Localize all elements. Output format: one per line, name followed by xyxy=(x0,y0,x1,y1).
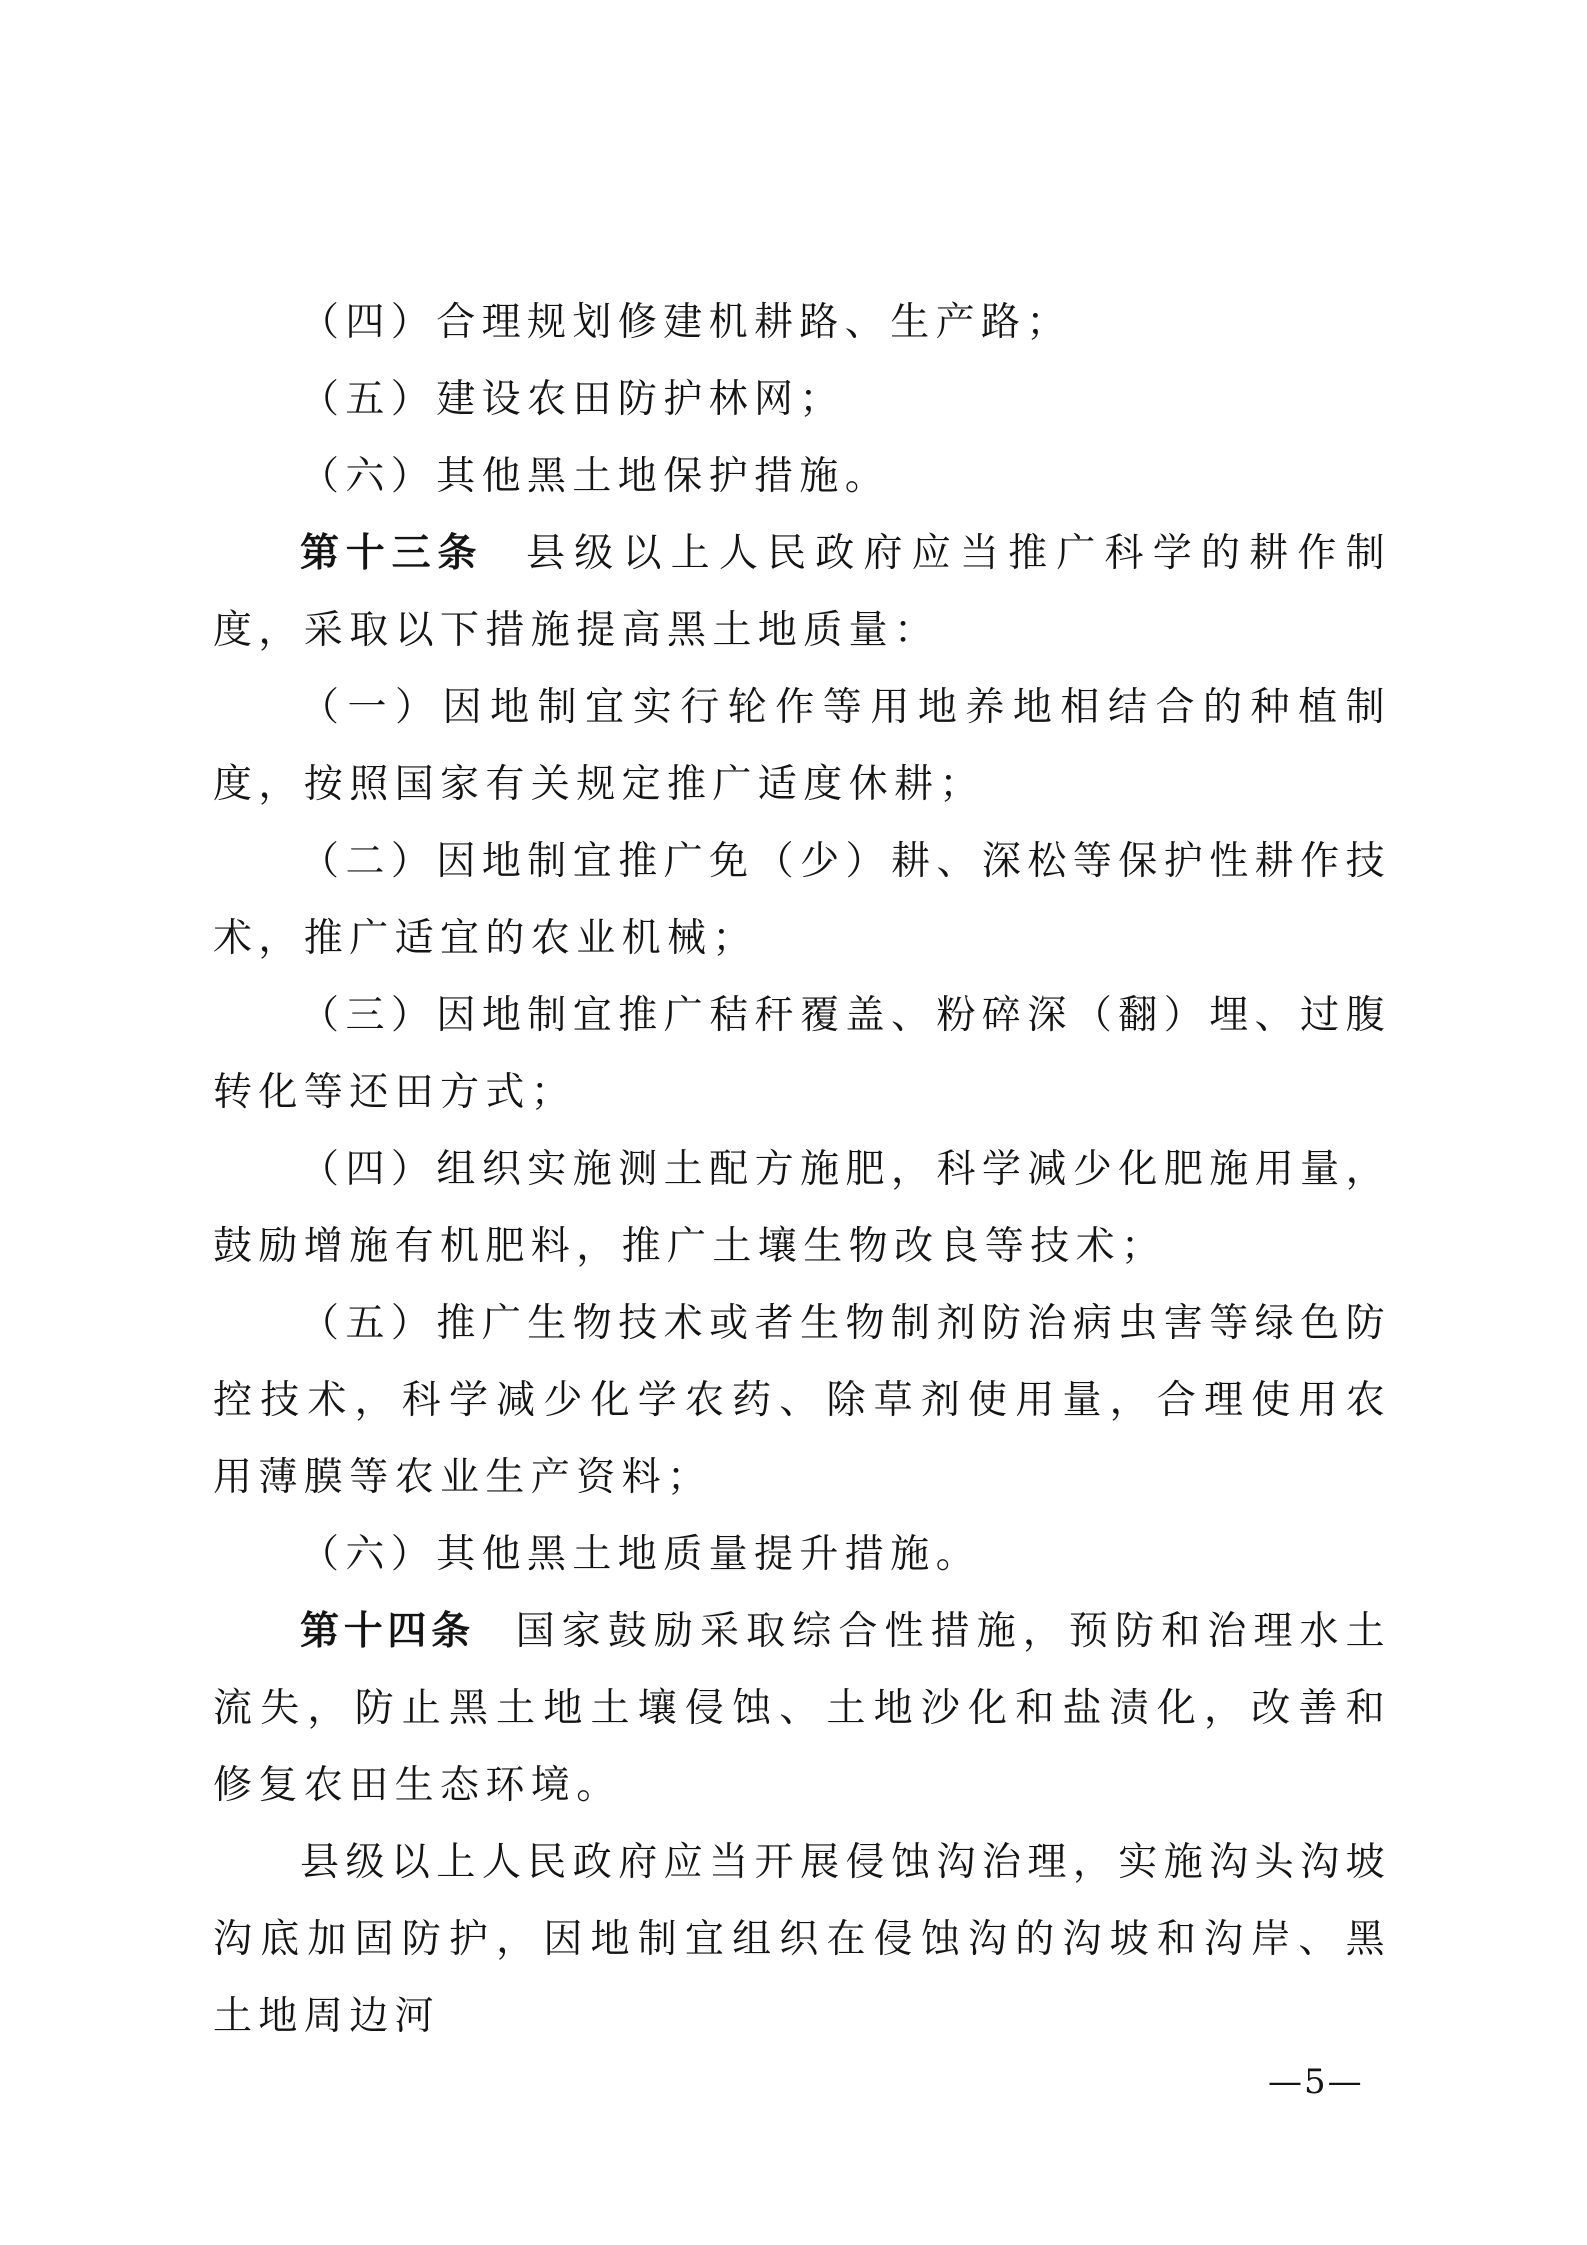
paragraph xyxy=(213,1285,1391,1516)
paragraph xyxy=(213,438,1391,515)
article-heading: 第十四条 xyxy=(300,1609,475,1654)
paragraph-text: （五）建设农田防护林网； xyxy=(300,377,845,422)
article-14-paragraph xyxy=(213,1593,1391,1824)
paragraph xyxy=(213,1131,1391,1285)
article-heading: 第十三条 xyxy=(300,531,484,576)
page-number: —5— xyxy=(1268,2062,1364,2102)
paragraph xyxy=(213,1516,1391,1593)
paragraph-text: 国家鼓励采取综合性措施，预防和治理水土流失，防止黑土地土壤侵蚀、土地沙化和盐渍化，改善和修复农田生态环境。 xyxy=(213,1609,1391,1808)
paragraph-text: 县级以上人民政府应当推广科学的耕作制度，采取以下措施提高黑土地质量： xyxy=(213,531,1391,653)
paragraph xyxy=(213,977,1391,1131)
document-body xyxy=(213,284,1391,2055)
paragraph-text: （六）其他黑土地质量提升措施。 xyxy=(300,1532,982,1577)
paragraph-text: （三）因地制宜推广秸秆覆盖、粉碎深（翻）埋、过腹转化等还田方式； xyxy=(213,993,1391,1115)
paragraph-text: （四）合理规划修建机耕路、生产路； xyxy=(300,300,1072,345)
paragraph-text: （五）推广生物技术或者生物制剂防治病虫害等绿色防控技术，科学减少化学农药、除草剂使用量，合理使用农用薄膜等农业生产资料； xyxy=(213,1301,1391,1500)
paragraph-text: （四）组织实施测土配方施肥，科学减少化肥施用量，鼓励增施有机肥料，推广土壤生物改良等技术； xyxy=(213,1147,1391,1269)
paragraph-text: 县级以上人民政府应当开展侵蚀沟治理，实施沟头沟坡沟底加固防护，因地制宜组织在侵蚀沟的沟坡和沟岸、黑土地周边河 xyxy=(213,1840,1391,2039)
paragraph xyxy=(213,361,1391,438)
article-13-paragraph xyxy=(213,515,1391,669)
paragraph-text: （二）因地制宜推广免（少）耕、深松等保护性耕作技术，推广适宜的农业机械； xyxy=(213,839,1391,961)
paragraph-text: （一）因地制宜实行轮作等用地养地相结合的种植制度，按照国家有关规定推广适度休耕； xyxy=(213,685,1391,807)
paragraph xyxy=(213,669,1391,823)
paragraph-text: （六）其他黑土地保护措施。 xyxy=(300,454,891,499)
paragraph xyxy=(213,284,1391,361)
paragraph xyxy=(213,823,1391,977)
paragraph xyxy=(213,1824,1391,2055)
